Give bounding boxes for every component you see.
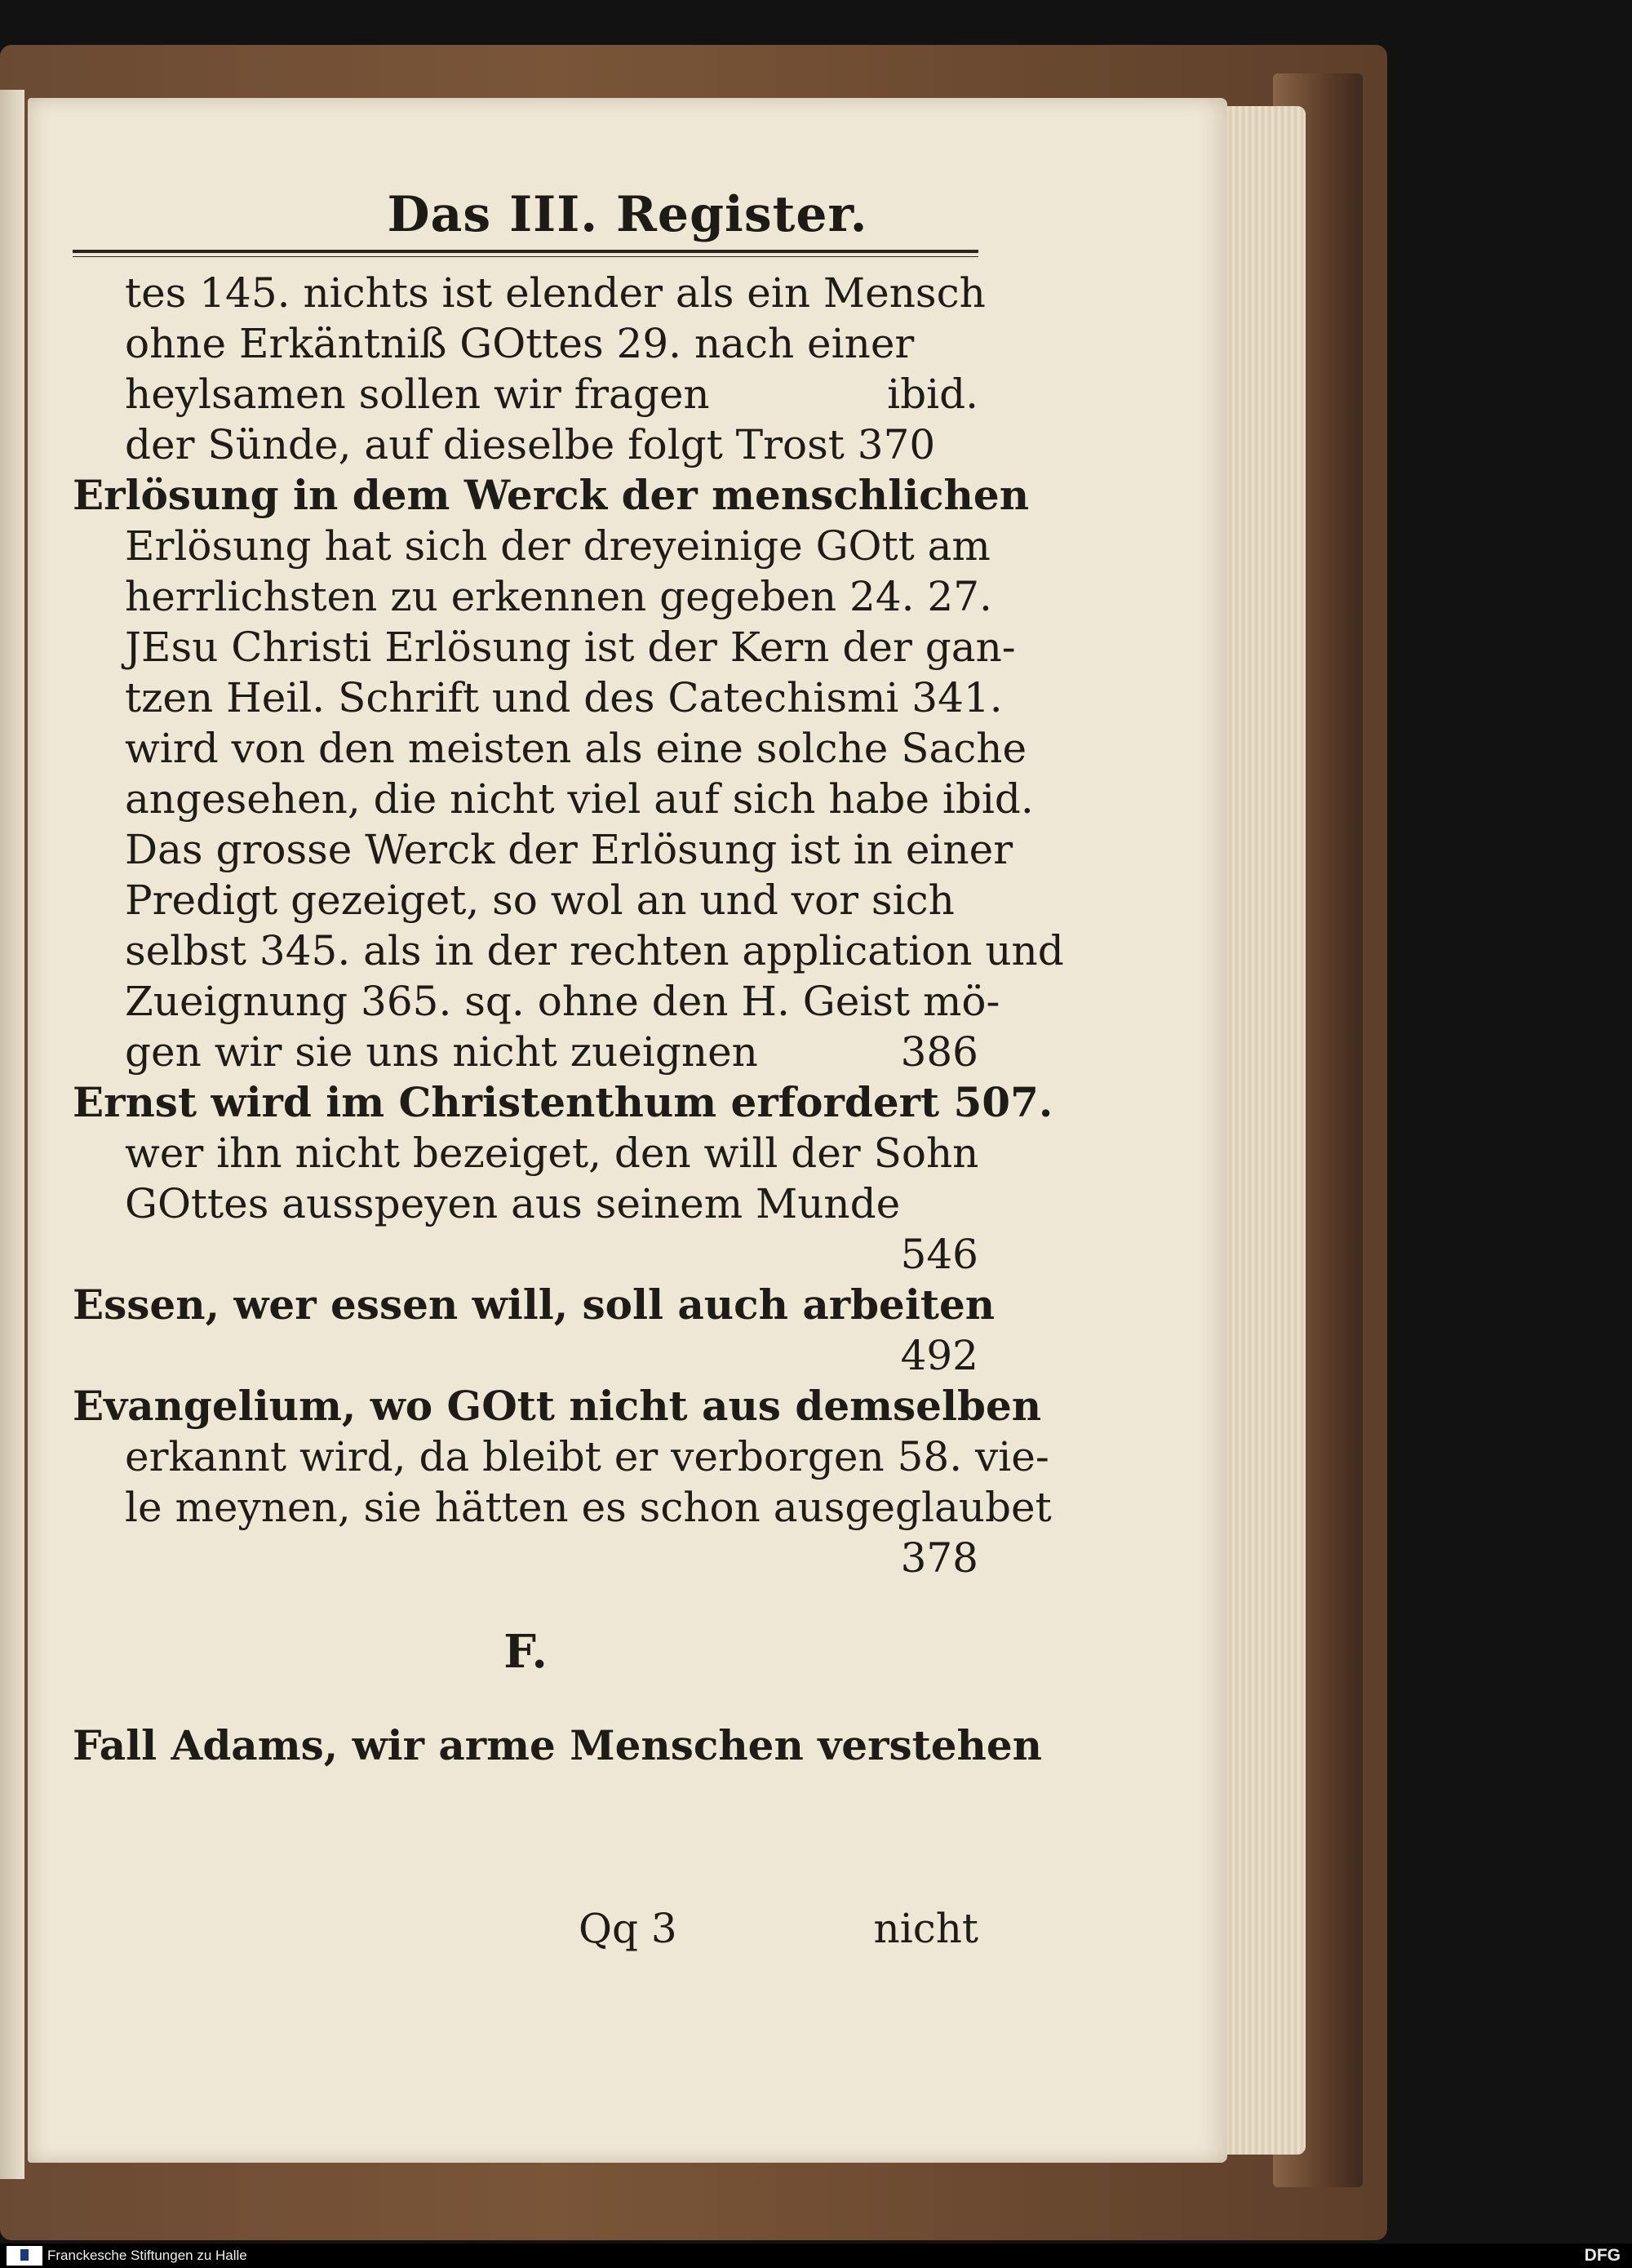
entry-text: herrlichsten zu erkennen gegeben 24. 27. [125,573,992,620]
section-letter: F. [503,1625,548,1679]
entry-text: selbst 345. als in der rechten application und [125,927,1064,974]
entry-line [73,1720,1043,1771]
entry-headword-text: Evangelium, wo GOtt nicht aus demselben [73,1382,1042,1430]
institution-logo-icon [7,2246,42,2266]
entry-line [73,419,978,470]
entry-line [73,723,1027,774]
entry-line [73,318,978,369]
entry-line [73,672,1003,723]
entry-line [73,976,1000,1027]
header-rule-thin [73,256,978,257]
entry-line [73,1381,1042,1431]
register-lines [73,268,1064,1583]
entry-line [73,875,978,925]
entry-headword-text: Ernst wird im Christenthum erfordert 507. [73,1078,1053,1126]
entry-line [73,1178,978,1229]
entry-text: le meynen, sie hätten es schon ausgeglaubet [125,1484,1052,1531]
entry-line [73,1330,978,1381]
entry-line [73,369,978,419]
register-text [73,268,1064,1771]
entry-text: der Sünde, auf dieselbe folgt Trost 370 [125,421,936,468]
catchword: nicht [873,1905,978,1952]
entry-headword-text: Essen, wer essen will, soll auch arbeiten [73,1280,996,1329]
entry-text: tzen Heil. Schrift und des Catechismi 341. [125,674,1003,721]
header-rule [73,250,978,253]
entry-line [73,1077,1053,1128]
entry-text: Erlösung hat sich der dreyeinige GOtt am [125,522,991,570]
entry-text: angesehen, die nicht viel auf sich habe ibid. [125,775,1034,823]
entry-line [73,1280,996,1330]
signature-mark: Qq 3 [579,1905,677,1952]
entry-text: Zueignung 365. sq. ohne den H. Geist mö- [125,978,1000,1025]
entry-text: Predigt gezeiget, so wol an und vor sich [125,877,955,924]
entry-line [73,1027,978,1077]
page-reference: 546 [900,1231,978,1278]
left-page-edge [0,90,24,2179]
footer-bar [0,2244,1632,2268]
book-page [28,98,1227,2163]
entry-text: JEsu Christi Erlösung ist der Kern der gan- [125,624,1016,671]
dfg-badge: DFG [1584,2246,1621,2265]
entry-text: wird von den meisten als eine solche Sache [125,725,1027,772]
entry-line [73,622,1016,672]
entry-line [73,521,991,571]
running-header: Das III. Register. [387,186,868,243]
entry-line [73,925,1064,976]
entry-headword-text: Erlösung in dem Werck der menschlichen [73,471,1030,519]
page-reference: ibid. [887,371,978,418]
catchline [73,1902,978,1955]
entry-line [73,1128,978,1178]
entry-text: GOttes ausspeyen aus seinem Munde [125,1180,901,1227]
entry-text: erkannt wird, da bleibt er verborgen 58. vie- [125,1433,1049,1480]
entry-line [73,1482,1052,1533]
entry-line [73,571,992,622]
page-reference: 386 [900,1028,978,1076]
entry-line [73,470,1030,521]
entry-line [73,824,1013,875]
entry-text: tes 145. nichts ist elender als ein Mensch [125,269,986,317]
entry-line [73,1229,978,1280]
entry-line [73,774,1034,824]
entry-text: heylsamen sollen wir fragen [125,371,710,418]
entry-line [73,268,986,318]
entry-text: wer ihn nicht bezeiget, den will der Sohn [125,1130,979,1177]
page-reference: 492 [900,1332,978,1379]
page-reference: 378 [900,1534,978,1582]
entry-text: Das grosse Werck der Erlösung ist in einer [125,826,1013,873]
institution-name: Franckesche Stiftungen zu Halle [47,2248,247,2263]
entry-text: gen wir sie uns nicht zueignen [125,1028,758,1076]
entry-line [73,1431,1049,1482]
entry-text: ohne Erkäntniß GOttes 29. nach einer [125,320,915,367]
entry-text: Fall Adams, wir arme Menschen verstehen [73,1721,1043,1769]
entry-line [73,1533,978,1583]
